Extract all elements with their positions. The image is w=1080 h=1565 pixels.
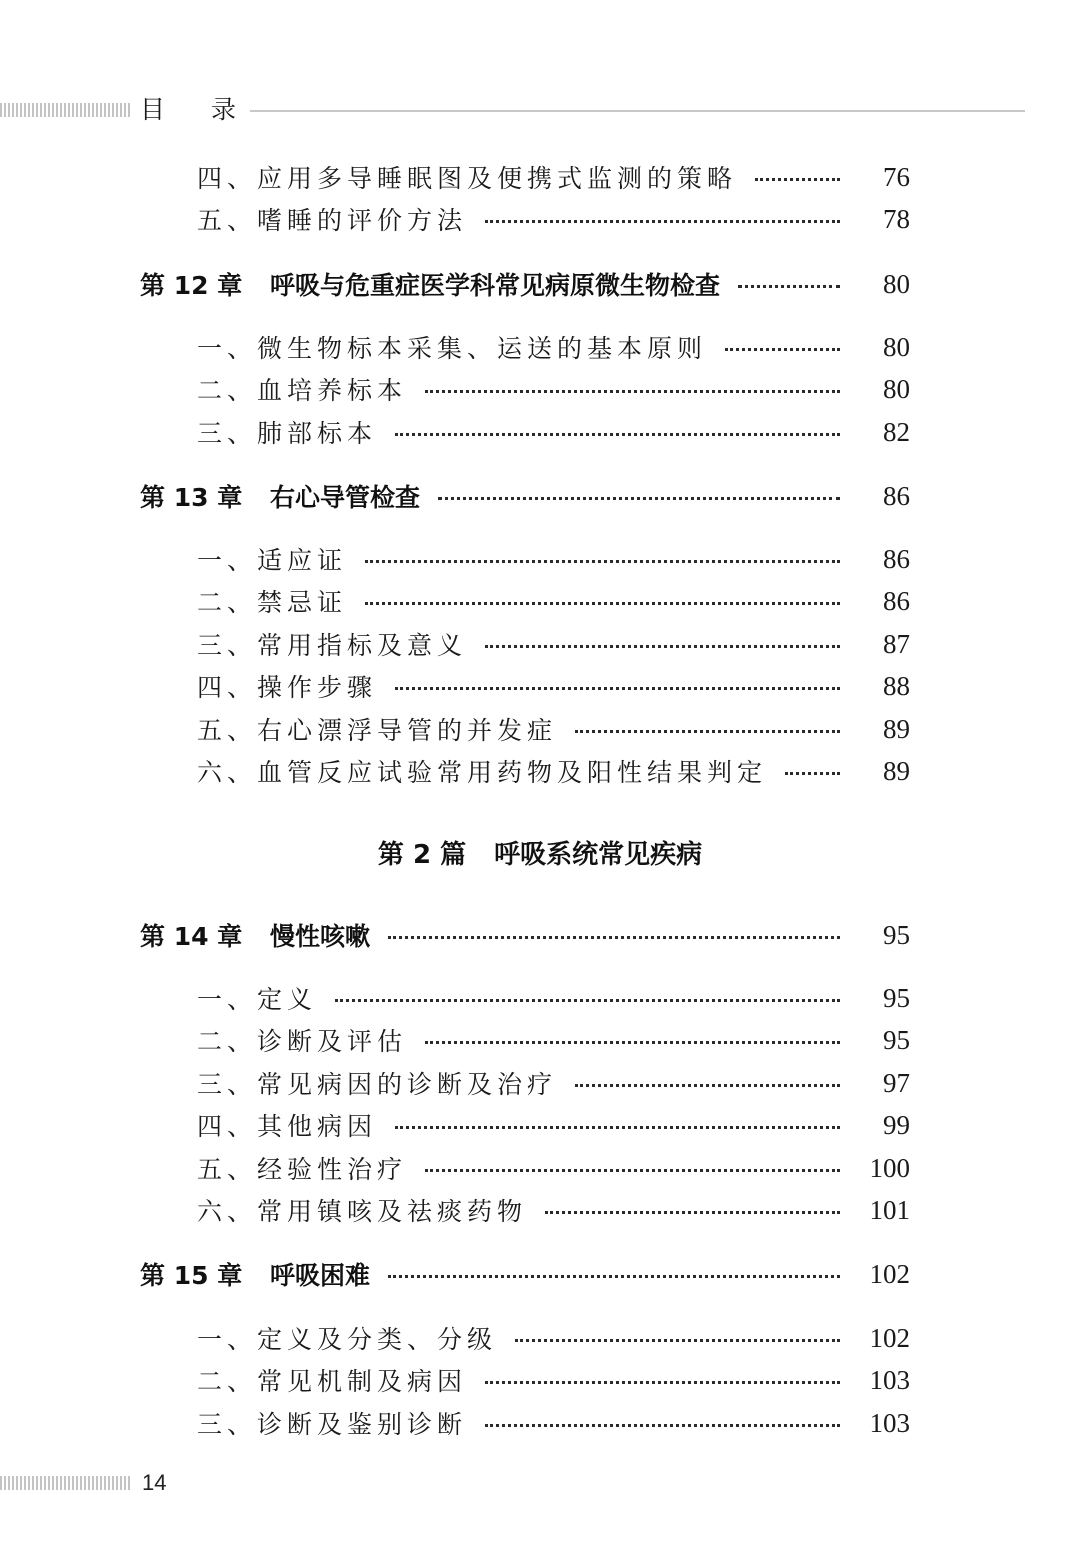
chapter-title: 右心导管检查 — [270, 483, 421, 512]
page-footer — [0, 1468, 300, 1498]
section-title: 三、常用指标及意义 — [197, 631, 468, 660]
page-number: 87 — [883, 628, 910, 659]
toc-section-entry[interactable] — [0, 325, 1080, 369]
chapter-number: 第 14 章 — [140, 922, 243, 951]
dot-leader — [425, 1041, 840, 1044]
toc-section-entry[interactable] — [0, 197, 1080, 241]
page-number: 95 — [883, 919, 910, 950]
page-number: 86 — [883, 480, 910, 511]
dot-leader — [335, 999, 840, 1002]
part-title: 呼吸系统常见疾病 — [494, 840, 703, 870]
dot-leader — [438, 497, 840, 500]
toc-section-entry[interactable] — [0, 1103, 1080, 1147]
section-title: 一、微生物标本采集、运送的基本原则 — [197, 334, 708, 363]
page-number: 82 — [883, 416, 910, 447]
part-number: 第 2 篇 — [377, 840, 467, 870]
dot-leader — [485, 1424, 840, 1427]
dot-leader — [425, 1169, 840, 1172]
section-title: 二、诊断及评估 — [197, 1027, 408, 1056]
page-number: 86 — [883, 543, 910, 574]
dot-leader — [738, 285, 840, 288]
page-number: 95 — [883, 1024, 910, 1055]
page-number: 102 — [869, 1322, 910, 1353]
footer-page-number: 14 — [142, 1470, 167, 1495]
section-title: 六、血管反应试验常用药物及阳性结果判定 — [197, 758, 768, 787]
chapter-title: 呼吸困难 — [270, 1261, 371, 1290]
dot-leader — [785, 772, 840, 775]
page-number: 101 — [869, 1194, 910, 1225]
section-title: 四、其他病因 — [197, 1112, 378, 1141]
page-number: 89 — [883, 713, 910, 744]
page-number: 76 — [883, 161, 910, 192]
dot-leader — [575, 1084, 840, 1087]
section-title: 五、嗜睡的评价方法 — [197, 206, 468, 235]
toc-section-entry[interactable] — [0, 537, 1080, 581]
section-title: 二、禁忌证 — [197, 588, 348, 617]
dot-leader — [395, 687, 840, 690]
toc-section-entry[interactable] — [0, 410, 1080, 454]
toc-section-entry[interactable] — [0, 155, 1080, 199]
page-number: 78 — [883, 203, 910, 234]
toc-section-entry[interactable] — [0, 1401, 1080, 1445]
page-number: 100 — [869, 1152, 910, 1183]
dot-leader — [388, 1275, 840, 1278]
section-title: 一、定义及分类、分级 — [197, 1325, 498, 1354]
dot-leader — [365, 602, 840, 605]
dot-leader — [545, 1211, 840, 1214]
dot-leader — [575, 730, 840, 733]
section-title: 二、血培养标本 — [197, 376, 408, 405]
chapter-heading — [140, 266, 720, 302]
page-number: 99 — [883, 1109, 910, 1140]
section-title: 二、常见机制及病因 — [197, 1367, 468, 1396]
section-title: 一、定义 — [197, 985, 318, 1014]
dot-leader — [365, 560, 840, 563]
dot-leader — [755, 178, 840, 181]
toc-section-entry[interactable] — [0, 664, 1080, 708]
page-number: 97 — [883, 1067, 910, 1098]
page-number: 80 — [883, 373, 910, 404]
toc-section-entry[interactable] — [0, 1188, 1080, 1232]
toc-section-entry[interactable] — [0, 707, 1080, 751]
toc-section-entry[interactable] — [0, 1316, 1080, 1360]
page-number: 80 — [883, 268, 910, 299]
dot-leader — [395, 1126, 840, 1129]
chapter-heading — [140, 478, 420, 514]
dot-leader — [485, 220, 840, 223]
toc-chapter-entry[interactable] — [0, 913, 1080, 957]
dot-leader — [485, 1381, 840, 1384]
chapter-number: 第 13 章 — [140, 483, 243, 512]
toc-section-entry[interactable] — [0, 1358, 1080, 1402]
section-title: 四、操作步骤 — [197, 673, 378, 702]
page-number: 89 — [883, 755, 910, 786]
toc-chapter-entry[interactable] — [0, 262, 1080, 306]
toc-section-entry[interactable] — [0, 579, 1080, 623]
page-number: 102 — [869, 1258, 910, 1289]
section-title: 五、右心漂浮导管的并发症 — [197, 716, 558, 745]
toc-section-entry[interactable] — [0, 622, 1080, 666]
page-number: 95 — [883, 982, 910, 1013]
section-title: 三、常见病因的诊断及治疗 — [197, 1070, 558, 1099]
chapter-number: 第 15 章 — [140, 1261, 243, 1290]
chapter-number: 第 12 章 — [140, 271, 243, 300]
dot-leader — [725, 348, 840, 351]
page-number: 80 — [883, 331, 910, 362]
toc-section-entry[interactable] — [0, 367, 1080, 411]
dot-leader — [388, 936, 840, 939]
part-heading — [0, 833, 1080, 877]
toc-chapter-entry[interactable] — [0, 474, 1080, 518]
dot-leader — [395, 433, 840, 436]
section-title: 三、诊断及鉴别诊断 — [197, 1410, 468, 1439]
toc-section-entry[interactable] — [0, 1018, 1080, 1062]
header-title: 目录 — [140, 95, 283, 124]
section-title: 三、肺部标本 — [197, 419, 378, 448]
page-number: 88 — [883, 670, 910, 701]
section-title: 四、应用多导睡眠图及便携式监测的策略 — [197, 164, 738, 193]
toc-section-entry[interactable] — [0, 976, 1080, 1020]
dot-leader — [485, 645, 840, 648]
chapter-heading — [140, 1256, 370, 1292]
toc-chapter-entry[interactable] — [0, 1252, 1080, 1296]
section-title: 一、适应证 — [197, 546, 348, 575]
chapter-title: 慢性咳嗽 — [270, 922, 371, 951]
toc-section-entry[interactable] — [0, 749, 1080, 793]
page-number: 103 — [869, 1407, 910, 1438]
page-number: 103 — [869, 1364, 910, 1395]
toc-section-entry[interactable] — [0, 1146, 1080, 1190]
section-title: 六、常用镇咳及祛痰药物 — [197, 1197, 528, 1226]
dot-leader — [425, 390, 840, 393]
chapter-title: 呼吸与危重症医学科常见病原微生物检查 — [270, 271, 721, 300]
page-number: 86 — [883, 585, 910, 616]
footer-hatch-decoration — [0, 1476, 130, 1490]
toc-section-entry[interactable] — [0, 1061, 1080, 1105]
chapter-heading — [140, 917, 370, 953]
dot-leader — [515, 1339, 840, 1342]
section-title: 五、经验性治疗 — [197, 1155, 408, 1184]
